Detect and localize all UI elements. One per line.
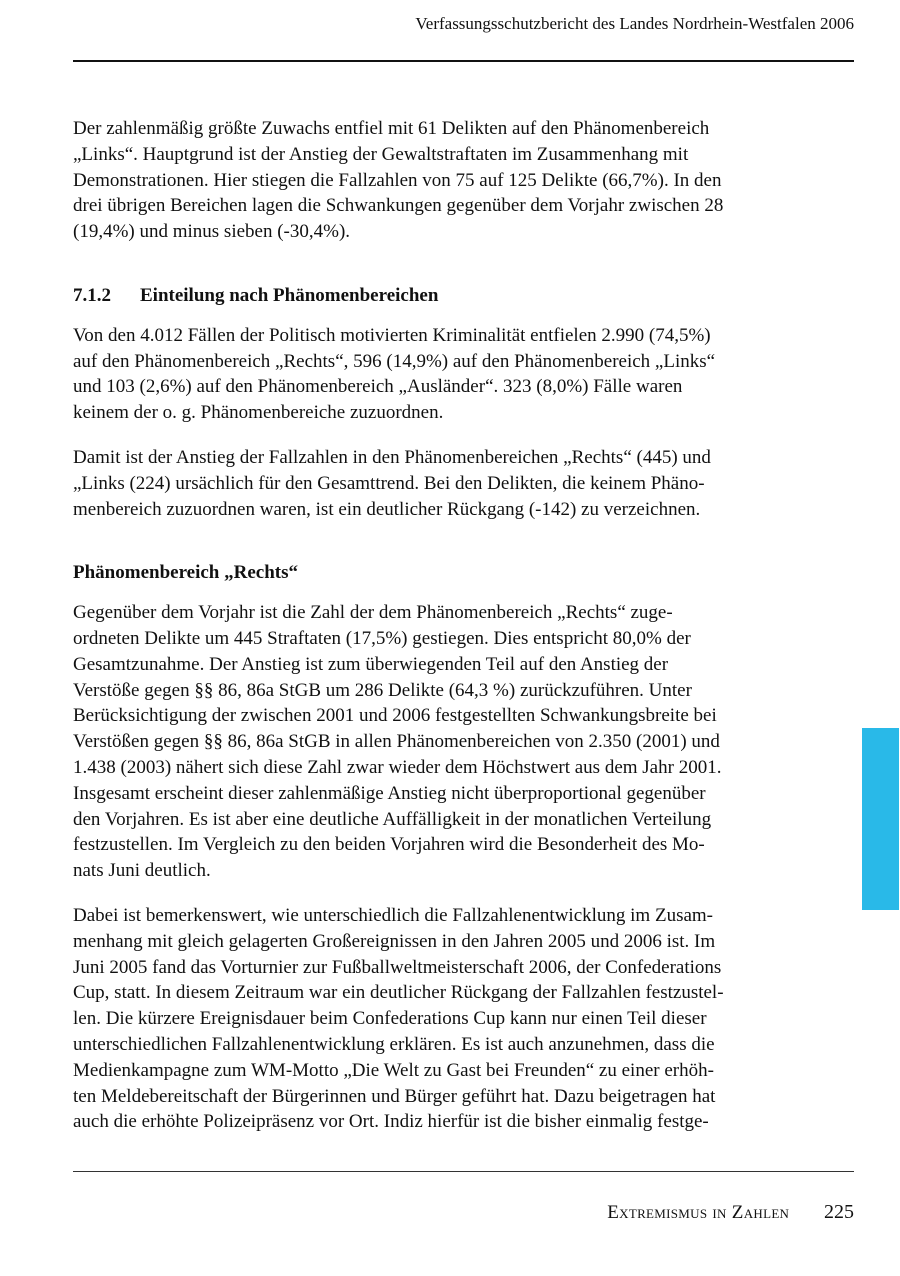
text-line: auch die erhöhte Polizeipräsenz vor Ort. Indiz hierfür ist die bisher einmalig festge- xyxy=(73,1111,709,1133)
text-line: unterschiedlichen Fallzahlenentwicklung erklären. Es ist auch anzunehmen, dass die xyxy=(73,1033,715,1055)
text-line: ordneten Delikte um 445 Straftaten (17,5%) gestiegen. Dies entspricht 80,0% der xyxy=(73,627,691,649)
text-line: den Vorjahren. Es ist aber eine deutliche Auffälligkeit in der monatlichen Verteilung xyxy=(73,808,712,830)
running-header: Verfassungsschutzbericht des Landes Nordrhein-Westfalen 2006 xyxy=(415,14,854,33)
text-line: len. Die kürzere Ereignisdauer beim Confederations Cup kann nur einen Teil dieser xyxy=(73,1008,707,1030)
text-line: Berücksichtigung der zwischen 2001 und 2006 festgestellten Schwankungsbreite bei xyxy=(73,705,717,727)
text-line: Dabei ist bemerkenswert, wie unterschiedlich die Fallzahlenentwicklung im Zusam- xyxy=(73,904,713,926)
text-line: Insgesamt erscheint dieser zahlenmäßige Anstieg nicht überproportional gegenüber xyxy=(73,782,706,804)
section-paragraph xyxy=(73,323,818,426)
section-title: Einteilung nach Phänomenbereichen xyxy=(140,284,439,306)
header-rule xyxy=(73,60,854,62)
text-line: Medienkampagne zum WM-Motto „Die Welt zu Gast bei Freunden“ zu einer erhöh- xyxy=(73,1059,714,1081)
text-line: 1.438 (2003) nähert sich diese Zahl zwar wieder dem Höchstwert aus dem Jahr 2001. xyxy=(73,756,722,778)
text-line: Der zahlenmäßig größte Zuwachs entfiel mit 61 Delikten auf den Phänomenbereich xyxy=(73,118,710,139)
footer-rule xyxy=(73,1171,854,1172)
text-line: Juni 2005 fand das Vorturnier zur Fußballweltmeisterschaft 2006, der Confederations xyxy=(73,956,722,978)
section-heading xyxy=(73,283,818,309)
text-line: ten Meldebereitschaft der Bürgerinnen und Bürger geführt hat. Dazu beigetragen hat xyxy=(73,1085,716,1107)
text-line: drei übrigen Bereichen lagen die Schwankungen gegenüber dem Vorjahr zwischen 28 xyxy=(73,195,724,217)
text-line: Verstößen gegen §§ 86, 86a StGB in allen Phänomenbereichen von 2.350 (2001) und xyxy=(73,731,720,753)
text-line: Damit ist der Anstieg der Fallzahlen in den Phänomenbereichen „Rechts“ (445) und xyxy=(73,446,711,468)
text-line: Von den 4.012 Fällen der Politisch motivierten Kriminalität entfielen 2.990 (74,5%) xyxy=(73,324,711,346)
text-line: „Links“. Hauptgrund ist der Anstieg der Gewaltstraftaten im Zusammenhang mit xyxy=(73,143,689,165)
text-line: keinem der o. g. Phänomenbereiche zuzuordnen. xyxy=(73,402,444,424)
text-line: festzustellen. Im Vergleich zu den beiden Vorjahren wird die Besonderheit des Mo- xyxy=(73,834,705,856)
text-line: und 103 (2,6%) auf den Phänomenbereich „Ausländer“. 323 (8,0%) Fälle waren xyxy=(73,376,683,398)
section-number: 7.1.2 xyxy=(73,284,111,306)
intro-paragraph xyxy=(73,116,818,245)
page-content xyxy=(73,116,818,1135)
subsection-paragraph xyxy=(73,903,818,1135)
page-footer xyxy=(607,1199,854,1226)
text-line: Demonstrationen. Hier stiegen die Fallzahlen von 75 auf 125 Delikte (66,7%). In den xyxy=(73,169,722,191)
page-number: 225 xyxy=(824,1201,854,1223)
text-line: auf den Phänomenbereich „Rechts“, 596 (14,9%) auf den Phänomenbereich „Links“ xyxy=(73,350,716,372)
text-line: menbereich zuzuordnen waren, ist ein deutlicher Rückgang (-142) zu verzeichnen. xyxy=(73,498,701,520)
subsection-paragraph xyxy=(73,600,818,884)
text-line: Cup, statt. In diesem Zeitraum war ein deutlicher Rückgang der Fallzahlen festzustel- xyxy=(73,982,724,1004)
text-line: menhang mit gleich gelagerten Großereignissen in den Jahren 2005 und 2006 ist. Im xyxy=(73,930,716,952)
text-line: (19,4%) und minus sieben (-30,4%). xyxy=(73,221,351,243)
section-paragraph xyxy=(73,445,818,522)
text-line: nats Juni deutlich. xyxy=(73,860,211,882)
subsection-heading: Phänomenbereich „Rechts“ xyxy=(73,562,298,584)
chapter-side-tab xyxy=(862,728,899,910)
text-line: Gegenüber dem Vorjahr ist die Zahl der dem Phänomenbereich „Rechts“ zuge- xyxy=(73,602,673,624)
text-line: Gesamtzunahme. Der Anstieg ist zum überwiegenden Teil auf den Anstieg der xyxy=(73,653,669,675)
text-line: Verstöße gegen §§ 86, 86a StGB um 286 Delikte (64,3 %) zurückzuführen. Unter xyxy=(73,679,692,701)
text-line: „Links (224) ursächlich für den Gesamttrend. Bei den Delikten, die keinem Phäno- xyxy=(73,472,705,494)
footer-chapter-title: Extremismus in Zahlen xyxy=(607,1202,790,1223)
